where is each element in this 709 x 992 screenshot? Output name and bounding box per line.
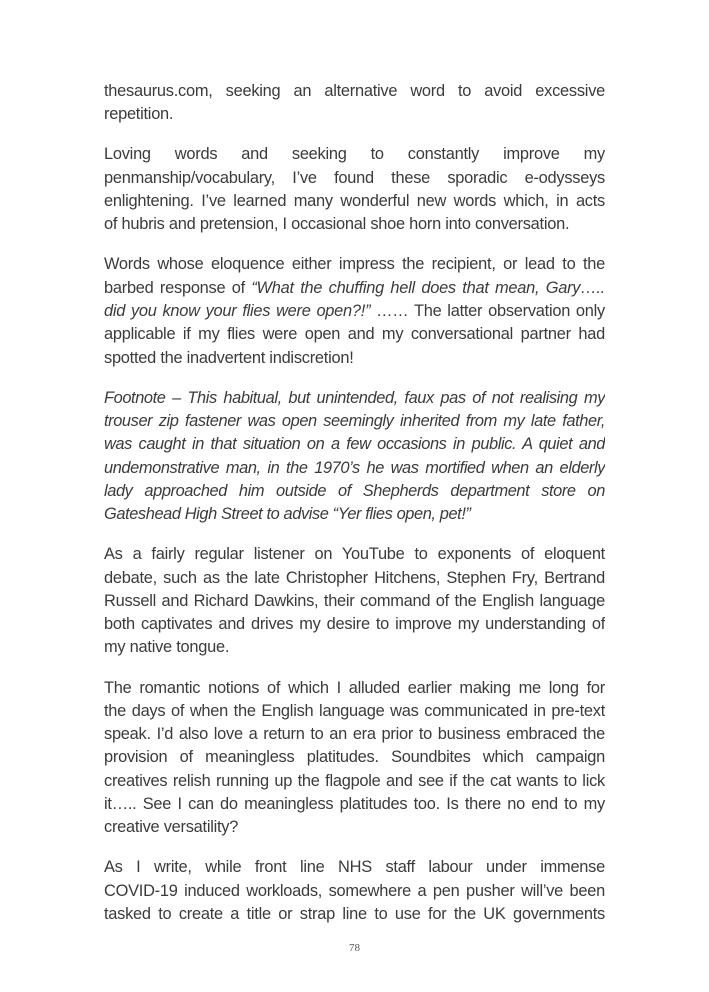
text-segment: undemonstrative man, in the 1970’s he was mortified when an elderly [104,458,605,477]
text-line [104,613,605,636]
text-segment: tasked to create a title or strap line to use for the UK governments [104,904,605,923]
text-line [104,410,605,433]
text-line [104,700,605,723]
paragraph [104,80,605,127]
text-segment: The romantic notions of which I alluded earlier making me long for [104,678,605,697]
text-line [104,143,605,166]
text-line [104,816,605,839]
text-line [104,277,605,300]
text-line [104,253,605,276]
text-line [104,190,605,213]
text-segment: Loving words and seeking to constantly improve my [104,145,605,164]
paragraph [104,856,605,926]
text-segment: Words whose eloquence either impress the recipient, or lead to the [104,255,605,274]
paragraph [104,253,605,369]
text-line [104,80,605,103]
text-line [104,167,605,190]
text-line [104,387,605,410]
text-segment: speak. I’d also love a return to an era prior to business embraced the [104,725,605,744]
text-segment: thesaurus.com, seeking an alternative word to avoid excessive [104,82,605,100]
text-line [104,677,605,700]
footnote-paragraph [104,387,605,527]
text-segment: enlightening. I’ve learned many wonderful new words which, in acts [104,191,605,210]
text-line [104,300,605,323]
paragraph [104,143,605,236]
text-line [104,856,605,879]
text-segment: repetition. [104,105,174,124]
text-line [104,103,605,126]
text-segment: it….. See I can do meaningless platitudes too. Is there no end to my [104,795,605,813]
text-segment: was caught in that situation on a few occasions in public. A quiet and [104,435,605,454]
text-segment: Gateshead High Street to advise “Yer flies open, pet!” [104,505,471,524]
text-segment: creatives relish running up the flagpole and see if the cat wants to lick [104,771,605,790]
text-segment: trouser zip fastener was open seemingly inherited from my late father, [104,411,605,430]
text-segment: lady approached him outside of Shepherds department store on [104,481,605,500]
text-line [104,480,605,503]
paragraph [104,543,605,659]
text-line [104,723,605,746]
text-line [104,433,605,456]
text-line [104,793,605,816]
text-segment: barbed response of [104,278,252,297]
text-segment: …… The latter observation only [370,301,605,320]
body-text [104,80,605,943]
text-line [104,543,605,566]
text-line [104,746,605,769]
page-number: 78 [349,942,360,954]
text-segment: As a fairly regular listener on YouTube to exponents of eloquent [104,545,605,564]
text-segment: provision of meaningless platitudes. Soundbites which campaign [104,748,605,767]
text-segment: COVID-19 induced workloads, somewhere a pen pusher will’ve been [104,881,605,900]
text-segment: both captivates and drives my desire to improve my understanding of [104,615,605,634]
text-segment: creative versatility? [104,818,239,837]
text-segment: of hubris and pretension, I occasional shoe horn into conversation. [104,215,570,234]
text-line [104,323,605,346]
text-line [104,347,605,370]
text-line [104,503,605,526]
text-line [104,770,605,793]
paragraph [104,677,605,840]
text-segment: Footnote – This habitual, but unintended, faux pas of not realising my [104,388,605,407]
text-segment: applicable if my flies were open and my conversational partner had [104,325,605,344]
text-line [104,880,605,903]
text-segment: As I write, while front line NHS staff labour under immense [104,858,605,877]
italic-text: “What the chuffing hell does that mean, Gary….. [251,278,605,297]
text-segment: debate, such as the late Christopher Hitchens, Stephen Fry, Bertrand [104,568,605,587]
text-line [104,903,605,926]
text-line [104,636,605,659]
text-segment: the days of when the English language was communicated in pre-text [104,701,605,720]
text-segment: my native tongue. [104,638,230,657]
text-segment: Russell and Richard Dawkins, their command of the English language [104,591,605,610]
text-line [104,457,605,480]
text-line [104,590,605,613]
italic-text: did you know your flies were open?!” [104,301,371,320]
text-segment: penmanship/vocabulary, I’ve found these sporadic e-odysseys [104,168,605,187]
text-line [104,213,605,236]
text-segment: spotted the inadvertent indiscretion! [104,348,354,367]
text-line [104,567,605,590]
